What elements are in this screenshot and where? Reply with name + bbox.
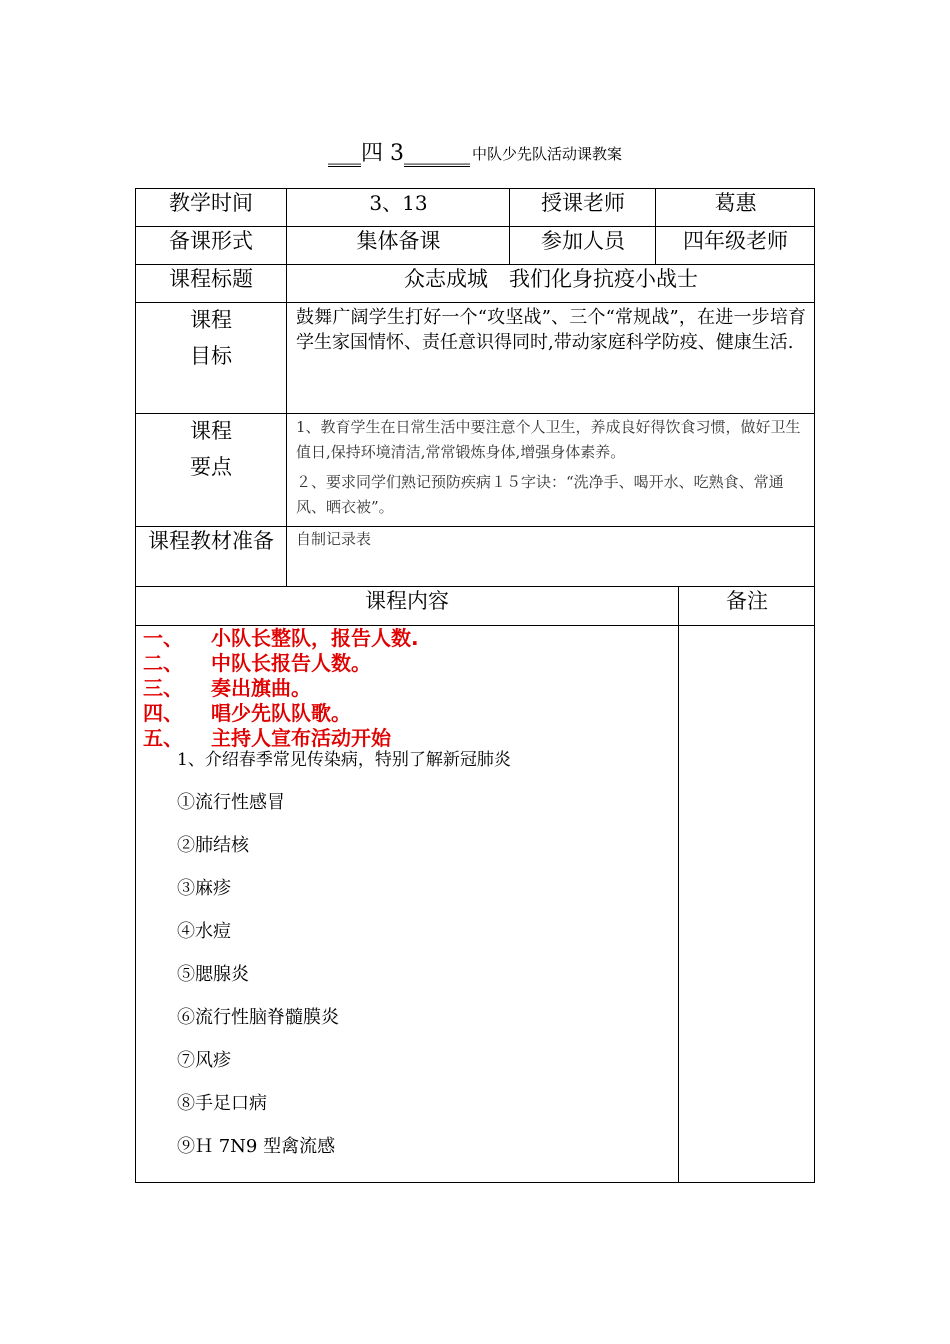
disease-item: ④水痘 <box>177 921 231 942</box>
disease-item: ⑨Ｈ 7N9 型禽流感 <box>177 1136 336 1157</box>
goal-label-line-2: 目标 <box>190 344 232 368</box>
goal-label-line-1: 课程 <box>190 308 232 332</box>
table-border-right <box>814 188 815 1183</box>
col-divider <box>678 586 679 1183</box>
disease-item: ②肺结核 <box>177 835 249 856</box>
page-title <box>0 136 950 166</box>
disease-item: ⑧手足口病 <box>177 1093 267 1114</box>
teacher-value: 葛惠 <box>714 191 757 215</box>
goal-value: 鼓舞广阔学生打好一个“攻坚战”、三个“常规战”，在进一步培育学生家国情怀、责任意识得同时,带动家庭科学防疫、健康生活. <box>296 307 806 353</box>
prep-form-value: 集体备课 <box>356 229 441 253</box>
keypoint-1: 1、教育学生在日常生活中要注意个人卫生，养成良好得饮食习惯，做好卫生值日,保持环境清洁,常常锻炼身体,增强身体素养。 <box>296 418 801 461</box>
keypoint-2: ２、要求同学们熟记预防疾病１５字诀：“洗净手、喝开水、吃熟食、常通风、晒衣被”。 <box>296 473 784 516</box>
participants-value: 四年级老师 <box>683 229 788 253</box>
disease-item: ⑦风疹 <box>177 1050 231 1071</box>
activity-steps <box>143 626 673 751</box>
title-subtitle: 中队少先队活动课教案 <box>471 145 622 163</box>
teacher-label: 授课老师 <box>541 191 625 215</box>
title-blank-right: ______ <box>403 140 470 165</box>
teach-time-value: 3、13 <box>369 191 428 215</box>
materials-label: 课程教材准备 <box>148 529 274 553</box>
goal-label <box>135 302 287 374</box>
title-class-name: 四 3 <box>360 141 404 166</box>
disease-item: ⑥流行性脑脊髓膜炎 <box>177 1007 339 1028</box>
list-item: 五、 主持人宣布活动开始 <box>143 726 391 750</box>
disease-item: ①流行性感冒 <box>177 792 285 813</box>
title-blank-left: ___ <box>327 140 361 165</box>
table-border-bottom <box>135 1182 815 1183</box>
disease-intro: 1、介绍春季常见传染病，特别了解新冠肺炎 <box>177 750 511 770</box>
course-title-label: 课程标题 <box>169 267 253 291</box>
list-item: 一、 小队长整队，报告人数. <box>143 626 419 650</box>
disease-item: ⑤腮腺炎 <box>177 964 249 985</box>
course-title-value: 众志成城 我们化身抗疫小战士 <box>404 267 698 291</box>
list-item: 三、 奏出旗曲。 <box>143 676 311 700</box>
teach-time-label: 教学时间 <box>169 191 253 215</box>
list-item: 二、 中队长报告人数。 <box>143 651 371 675</box>
content-header: 课程内容 <box>365 589 449 613</box>
list-item: 四、 唱少先队队歌。 <box>143 701 351 725</box>
participants-label: 参加人员 <box>541 229 625 253</box>
prep-form-label: 备课形式 <box>169 229 253 253</box>
keypoints-label-line-1: 课程 <box>190 419 232 443</box>
remarks-header: 备注 <box>726 589 768 613</box>
materials-value: 自制记录表 <box>296 530 372 548</box>
keypoints-label <box>135 413 287 485</box>
keypoints-label-line-2: 要点 <box>190 455 232 479</box>
disease-item: ③麻疹 <box>177 878 231 899</box>
